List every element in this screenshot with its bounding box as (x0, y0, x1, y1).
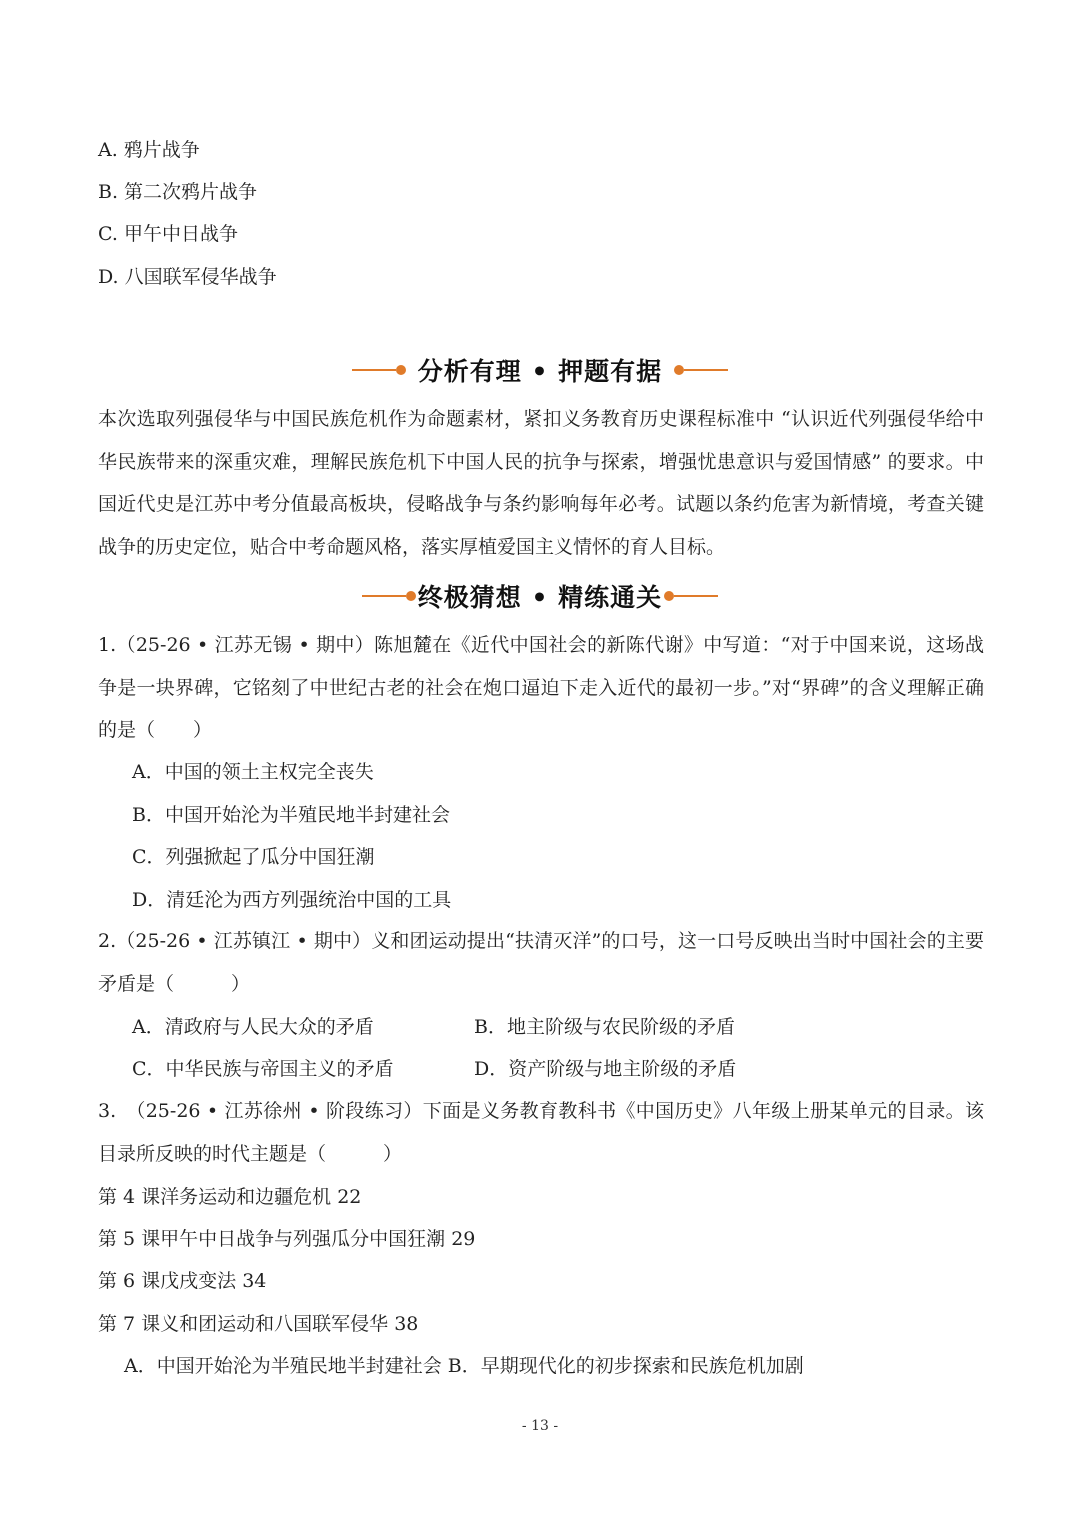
section-heading-analysis (0, 350, 1080, 390)
section-title-practice: 终极猜想 • 精练通关 (417, 583, 663, 612)
question-2-option-c: C．中华民族与帝国主义的矛盾 (132, 1058, 394, 1080)
section-heading-practice (0, 576, 1080, 616)
heading-dot-left (406, 591, 416, 601)
section-title-analysis: 分析有理 • 押题有据 (417, 357, 663, 386)
question-1-option-b: B．中国开始沦为半殖民地半封建社会 (132, 804, 450, 826)
page-number: - 13 - (521, 1418, 559, 1434)
question-1-option-d: D．清廷沦为西方列强统治中国的工具 (132, 889, 452, 911)
question-1-option-a: A．中国的领土主权完全丧失 (132, 761, 374, 783)
heading-dot-left (396, 365, 406, 375)
question-1-stem: 1.（25-26 • 江苏无锡 • 期中）陈旭麓在《近代中国社会的新陈代谢》中写道：“对于中国来说，这场战争是一块界碑，它铭刻了中世纪古老的社会在炮口逼迫下走入近代的最初一步。”对“界碑”的含义理解正确的是（ ） (98, 634, 984, 741)
question-3-options: A．中国开始沦为半殖民地半封建社会 B．早期现代化的初步探索和民族危机加剧 (124, 1355, 804, 1377)
toc-item: 第 4 课洋务运动和边疆危机 22 (98, 1186, 362, 1208)
heading-rule-left (352, 369, 396, 371)
intro-option-a: A. 鸦片战争 (98, 139, 200, 161)
heading-rule-right (674, 595, 718, 597)
toc-item: 第 5 课甲午中日战争与列强瓜分中国狂潮 29 (98, 1228, 476, 1250)
heading-rule-left (362, 595, 406, 597)
question-2-option-b: B．地主阶级与农民阶级的矛盾 (474, 1016, 735, 1038)
heading-rule-right (684, 369, 728, 371)
question-3-stem: 3. （25-26 • 江苏徐州 • 阶段练习）下面是义务教育教科书《中国历史》八年级上册某单元的目录。该目录所反映的时代主题是（ ） (98, 1100, 984, 1165)
toc-item: 第 6 课戊戌变法 34 (98, 1270, 267, 1292)
intro-option-b: B. 第二次鸦片战争 (98, 181, 258, 203)
question-2-stem: 2.（25-26 • 江苏镇江 • 期中）义和团运动提出“扶清灭洋”的口号，这一口号反映出当时中国社会的主要矛盾是（ ） (98, 930, 984, 995)
question-1-option-c: C．列强掀起了瓜分中国狂潮 (132, 846, 375, 868)
analysis-paragraph: 本次选取列强侵华与中国民族危机作为命题素材，紧扣义务教育历史课程标准中 “认识近代列强侵华给中华民族带来的深重灾难，理解民族危机下中国人民的抗争与探索，增强忧患意识与爱国情感” 的要求。中国近代史是江苏中考分值最高板块，侵略战争与条约影响每年必考。试题以条约危害为新情境，考查关键战争的历史定位，贴合中考命题风格，落实厚植爱国主义情怀的育人目标。 (98, 408, 984, 558)
intro-option-d: D. 八国联军侵华战争 (98, 266, 277, 288)
heading-dot-right (674, 365, 684, 375)
heading-dot-right (664, 591, 674, 601)
question-2-option-d: D．资产阶级与地主阶级的矛盾 (474, 1058, 737, 1080)
toc-item: 第 7 课义和团运动和八国联军侵华 38 (98, 1313, 419, 1335)
question-2-option-a: A．清政府与人民大众的矛盾 (132, 1016, 374, 1038)
intro-option-c: C. 甲午中日战争 (98, 223, 238, 245)
